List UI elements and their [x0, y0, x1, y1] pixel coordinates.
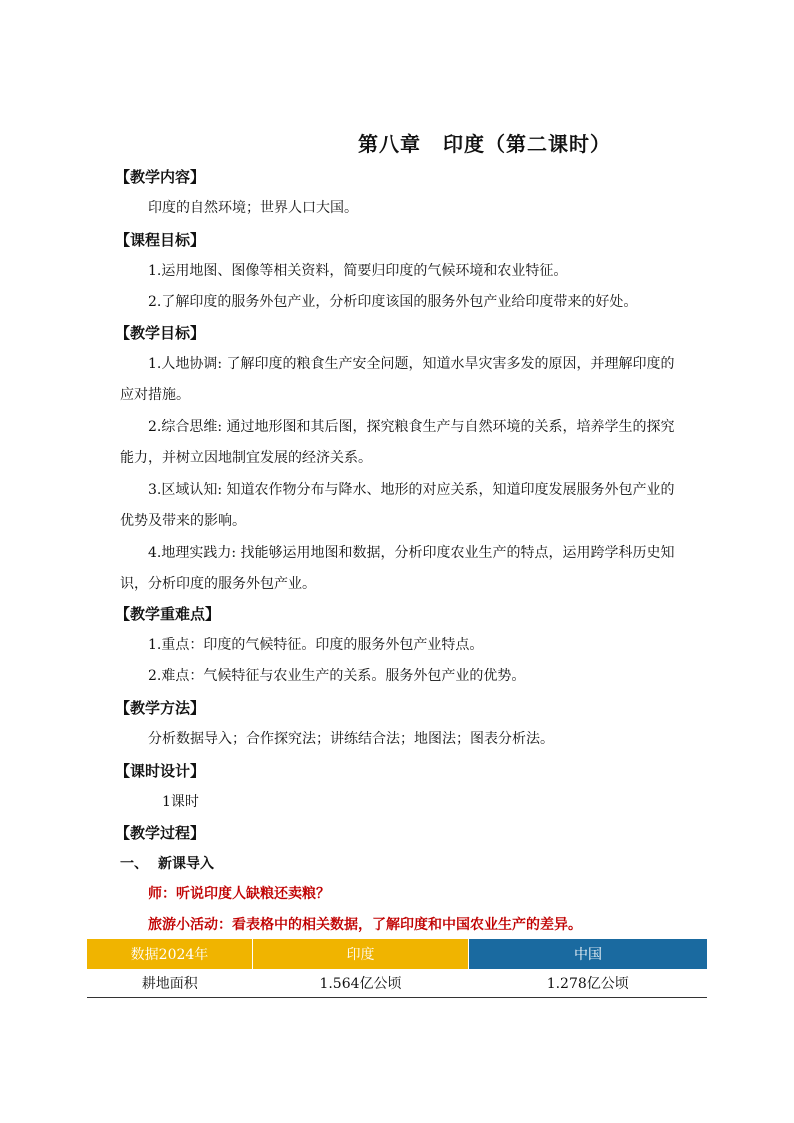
heading-course-goals: 【课程目标】	[115, 231, 206, 249]
period-text: 1课时	[162, 794, 199, 810]
teaching-goal-2-line1: 2.综合思维: 通过地形图和其后图，探究粮食生产与自然环境的关系，培养学生的探究	[148, 419, 675, 435]
key-point-2: 2.难点：气候特征与农业生产的关系。服务外包产业的优势。	[148, 668, 526, 684]
header-year: 数据2024年	[87, 939, 253, 969]
lesson-name: 印度（第二课时）	[443, 132, 611, 156]
methods-text: 分析数据导入；合作探究法；讲练结合法；地图法；图表分析法。	[148, 731, 554, 747]
teacher-question: 师：听说印度人缺粮还卖粮？	[148, 886, 330, 902]
teaching-goal-3-line1: 3.区域认知: 知道农作物分布与降水、地形的对应关系，知道印度发展服务外包产业的	[148, 482, 675, 498]
step-title: 新课导入	[158, 856, 214, 872]
step-number: 一、	[120, 856, 148, 872]
table-header-row	[87, 939, 707, 969]
row-label: 耕地面积	[87, 969, 253, 998]
teaching-goal-1-line2: 应对措施。	[120, 387, 190, 403]
teaching-goal-4-line2: 识，分析印度的服务外包产业。	[120, 576, 316, 592]
heading-teaching-goals: 【教学目标】	[115, 324, 206, 342]
header-india: 印度	[253, 939, 469, 969]
key-point-1: 1.重点：印度的气候特征。印度的服务外包产业特点。	[148, 637, 484, 653]
content-text: 印度的自然环境；世界人口大国。	[148, 200, 358, 216]
china-value: 1.278亿公顷	[469, 969, 708, 998]
heading-methods: 【教学方法】	[115, 699, 206, 717]
process-step-1	[120, 853, 214, 873]
course-goal-1: 1.运用地图、图像等相关资料，简要归印度的气候环境和农业特征。	[148, 263, 568, 279]
teaching-goal-4-line1: 4.地理实践力: 找能够运用地图和数据，分析印度农业生产的特点，运用跨学科历史知	[148, 545, 675, 561]
heading-process: 【教学过程】	[115, 824, 206, 842]
teaching-goal-1-line1: 1.人地协调: 了解印度的粮食生产安全问题，知道水旱灾害多发的原因，并理解印度的	[148, 356, 675, 372]
comparison-table	[87, 939, 707, 998]
heading-key-points: 【教学重难点】	[115, 605, 221, 623]
teaching-goal-3-line2: 优势及带来的影响。	[120, 513, 246, 529]
header-china: 中国	[469, 939, 708, 969]
heading-content: 【教学内容】	[115, 168, 206, 186]
teaching-goal-2-line2: 能力，并树立因地制宜发展的经济关系。	[120, 450, 372, 466]
chapter-label: 第八章	[358, 132, 421, 156]
page-title	[358, 128, 611, 157]
table-row	[87, 969, 707, 998]
activity-instruction: 旅游小活动：看表格中的相关数据，了解印度和中国农业生产的差异。	[148, 917, 582, 933]
india-value: 1.564亿公顷	[253, 969, 469, 998]
heading-period: 【课时设计】	[115, 762, 206, 780]
course-goal-2: 2.了解印度的服务外包产业，分析印度该国的服务外包产业给印度带来的好处。	[148, 294, 638, 310]
